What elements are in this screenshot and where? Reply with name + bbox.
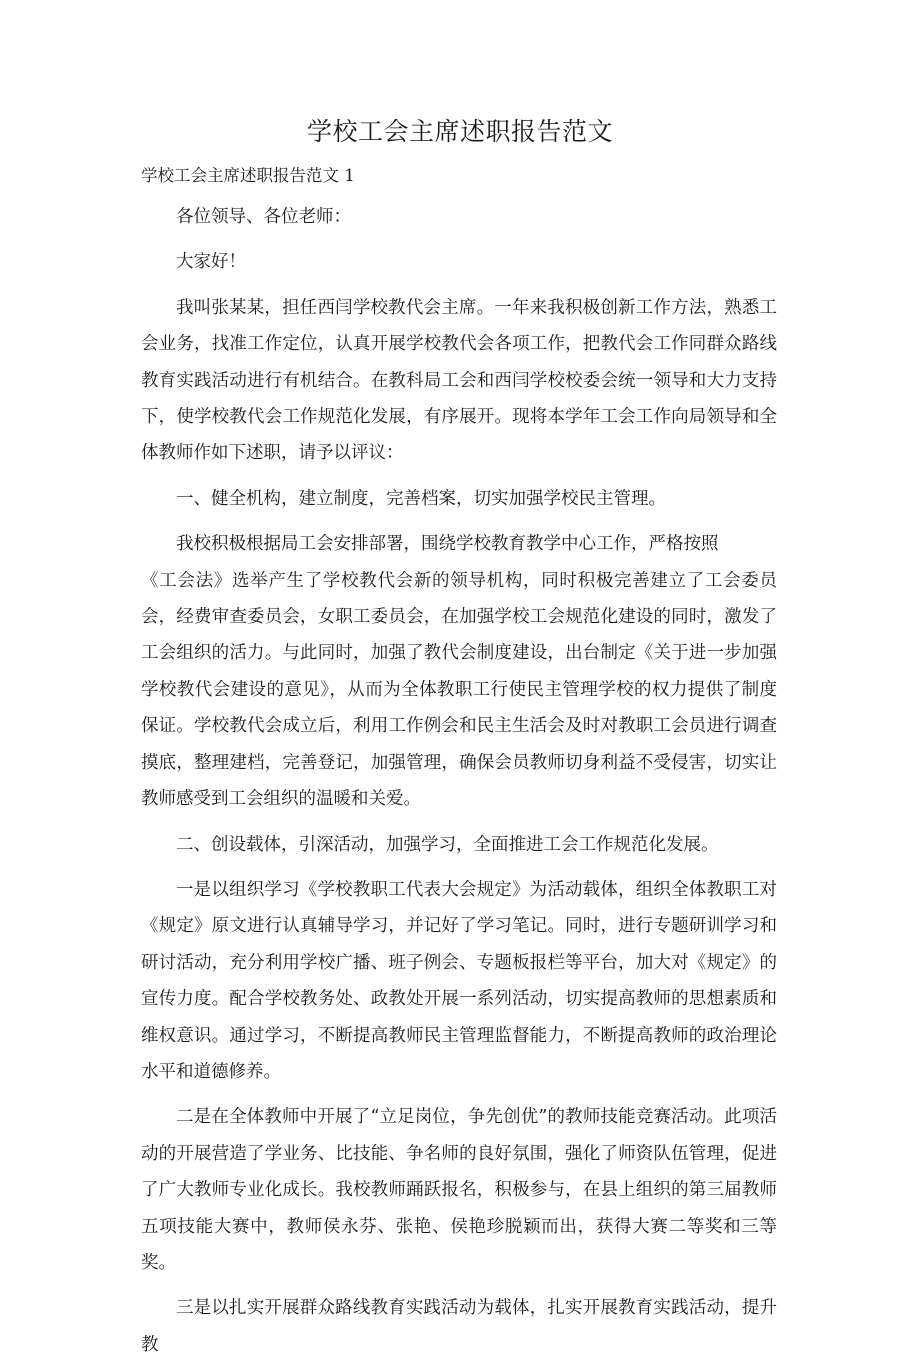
- section-heading-2: 二、创设载体，引深活动，加强学习，全面推进工会工作规范化发展。: [176, 834, 719, 855]
- document-subtitle: 学校工会主席述职报告范文 1: [141, 166, 355, 185]
- section-heading-1: 一、健全机构，建立制度，完善档案，切实加强学校民主管理。: [176, 488, 666, 509]
- paragraph-item-2: 二是在全体教师中开展了“立足岗位，争先创优”的教师技能竞赛活动。此项活动的开展营造了学业务、比技能、争名师的良好氛围，强化了师资队伍管理，促进了广大教师专业化成长。我校教师踊跃报名，积极参与，在县上组织的第三届教师五项技能大赛中，教师侯永芬、张艳、侯艳珍脱颖而出，获得大赛二等奖和三等奖。: [141, 1107, 777, 1273]
- paragraph-section-1-start: 我校积极根据局工会安排部署，围绕学校教育教学中心工作，严格按照: [176, 534, 719, 555]
- paragraph-intro: 我叫张某某，担任西闫学校教代会主席。一年来我积极创新工作方法，熟悉工会业务，找准工作定位，认真开展学校教代会各项工作，把教代会工作同群众路线教育实践活动进行有机结合。在教科局工会和西闫学校校委会统一领导和大力支持下，使学校教代会工作规范化发展，有序展开。现将本学年工会工作向局领导和全体教师作如下述职，请予以评议：: [141, 297, 777, 464]
- document-body: [141, 199, 777, 1372]
- greeting: 各位领导、各位老师：: [176, 207, 351, 227]
- paragraph-item-3: 三是以扎实开展群众路线教育实践活动为载体，扎实开展教育实践活动，提升教: [141, 1298, 777, 1355]
- document-title: 学校工会主席述职报告范文: [306, 117, 613, 146]
- paragraph-item-1: 一是以组织学习《学校教职工代表大会规定》为活动载体，组织全体教职工对《规定》原文进行认真辅导学习，并记好了学习笔记。同时，进行专题研训学习和研讨活动，充分利用学校广播、班子例会、专题板报栏等平台，加大对《规定》的宣传力度。配合学校教务处、政教处开展一系列活动，切实提高教师的思想素质和维权意识。通过学习，不断提高教师民主管理监督能力，不断提高教师的政治理论水平和道德修养。: [141, 879, 777, 1082]
- salutation: 大家好！: [176, 252, 246, 273]
- paragraph-section-1-body: 《工会法》选举产生了学校教代会新的领导机构，同时积极完善建立了工会委员会，经费审查委员会，女职工委员会，在加强学校工会规范化建设的同时，激发了工会组织的活力。与此同时，加强了教代会制度建设，出台制定《关于进一步加强学校教代会建设的意见》，从而为全体教职工行使民主管理学校的权力提供了制度保证。学校教代会成立后，利用工作例会和民主生活会及时对教职工会员进行调查摸底，整理建档，完善登记，加强管理，确保会员教师切身利益不受侵害，切实让教师感受到工会组织的温暖和关爱。: [141, 570, 777, 810]
